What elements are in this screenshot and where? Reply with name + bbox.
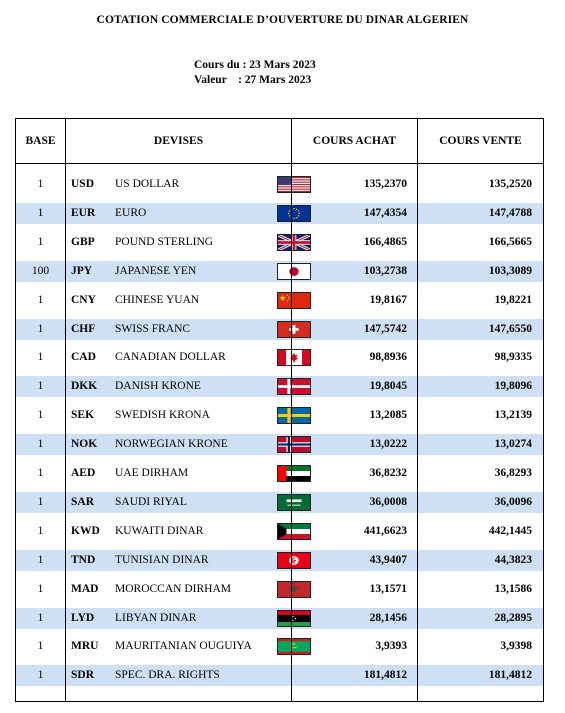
cours-vente-cell: 13,0274 (494, 438, 532, 451)
base-cell: 1 (37, 178, 44, 190)
base-cell: 1 (37, 206, 44, 219)
base-cell: 1 (37, 467, 44, 479)
table-row (16, 319, 543, 340)
currency-name: DANISH KRONE (115, 380, 201, 393)
cours-vente-cell: 19,8096 (494, 380, 532, 393)
cours-vente-cell: 147,6550 (488, 322, 532, 335)
table-row (16, 636, 543, 657)
base-cell: 1 (37, 235, 44, 248)
base-cell: 1 (37, 322, 44, 335)
currency-name: EURO (115, 206, 147, 219)
currency-name: SAUDI RIYAL (115, 495, 187, 508)
currency-name: UAE DIRHAM (115, 467, 189, 479)
cours-achat-cell: 135,2370 (363, 178, 407, 190)
sweden-flag-icon (277, 407, 311, 424)
header-divider (16, 163, 543, 164)
currency-code: LYD (71, 611, 95, 624)
cours-vente-cell: 166,5665 (488, 235, 532, 248)
cours-achat-cell: 36,0008 (369, 495, 407, 508)
swiss-flag-icon (277, 321, 311, 338)
table-row (16, 665, 543, 686)
table-row (16, 261, 543, 282)
cours-vente-cell: 103,3089 (488, 264, 532, 277)
cours-achat-cell: 147,5742 (363, 322, 407, 335)
currency-code: TND (71, 553, 96, 566)
cours-achat-cell: 147,4354 (363, 206, 407, 219)
cours-achat-cell: 441,6623 (363, 524, 407, 537)
base-cell: 1 (37, 495, 44, 508)
currency-name: JAPANESE YEN (115, 264, 197, 277)
header-base: BASE (25, 135, 56, 147)
currency-code: USD (71, 178, 95, 190)
cours-vente-cell: 3,9398 (500, 640, 532, 653)
cours-vente-cell: 13,2139 (494, 409, 532, 422)
cours-vente-cell: 13,1586 (494, 582, 532, 595)
table-row (16, 290, 543, 311)
cours-vente-cell: 19,8221 (494, 293, 532, 306)
cours-vente-cell: 28,2895 (494, 611, 532, 624)
eu-flag-icon (277, 205, 311, 222)
cours-achat-cell: 28,1456 (369, 611, 407, 624)
currency-code: SEK (71, 409, 95, 422)
currency-code: EUR (71, 206, 96, 219)
morocco-flag-icon (277, 581, 311, 598)
china-flag-icon (277, 292, 311, 309)
document-title: COTATION COMMERCIALE D’OUVERTURE DU DINAR ALGERIEN (96, 14, 469, 26)
saudi-flag-icon (277, 494, 311, 511)
cours-achat-cell: 3,9393 (375, 640, 407, 653)
cours-date: Cours du : 23 Mars 2023 (194, 59, 316, 71)
currency-code: DKK (71, 380, 98, 393)
column-divider (65, 119, 66, 701)
currency-name: CHINESE YUAN (115, 293, 200, 306)
currency-name: SPEC. DRA. RIGHTS (115, 669, 220, 682)
table-row (16, 434, 543, 455)
table-row (16, 376, 543, 397)
header-devises: DEVISES (153, 135, 204, 147)
base-cell: 1 (37, 351, 44, 364)
cours-vente-cell: 135,2520 (488, 178, 532, 190)
base-cell: 1 (37, 669, 44, 682)
cours-achat-cell: 103,2738 (363, 264, 407, 277)
table-row (16, 347, 543, 368)
cours-vente-cell: 44,3823 (494, 553, 532, 566)
table-row (16, 550, 543, 571)
currency-name: MOROCCAN DIRHAM (115, 582, 231, 595)
uae-flag-icon (277, 465, 311, 482)
table-row (16, 174, 543, 195)
currency-code: AED (71, 467, 96, 479)
currency-code: CNY (71, 293, 96, 306)
currency-code: SAR (71, 495, 95, 508)
cours-achat-cell: 98,8936 (369, 351, 407, 364)
cours-achat-cell: 13,1571 (369, 582, 407, 595)
base-cell: 1 (37, 611, 44, 624)
currency-name: SWEDISH KRONA (115, 409, 210, 422)
header-cours-achat: COURS ACHAT (312, 135, 397, 147)
cours-achat-cell: 181,4812 (363, 669, 407, 682)
cours-vente-cell: 181,4812 (488, 669, 532, 682)
table-row (16, 579, 543, 600)
table-row (16, 521, 543, 542)
currency-name: POUND STERLING (115, 235, 214, 248)
tunisia-flag-icon (277, 552, 311, 569)
base-cell: 1 (37, 553, 44, 566)
currency-code: CHF (71, 322, 96, 335)
us-flag-icon (277, 176, 311, 193)
currency-name: US DOLLAR (115, 178, 180, 190)
currency-code: KWD (71, 524, 100, 537)
cours-achat-cell: 13,0222 (369, 438, 407, 451)
cours-vente-cell: 36,0096 (494, 495, 532, 508)
currency-name: CANADIAN DOLLAR (115, 351, 226, 364)
base-cell: 1 (37, 582, 44, 595)
cours-achat-cell: 166,4865 (363, 235, 407, 248)
currency-code: NOK (71, 438, 98, 451)
denmark-flag-icon (277, 378, 311, 395)
cours-vente-cell: 98,9335 (494, 351, 532, 364)
cours-achat-cell: 36,8232 (369, 467, 407, 479)
currency-name: NORWEGIAN KRONE (115, 438, 228, 451)
dates-block (194, 58, 316, 88)
currency-code: SDR (71, 669, 95, 682)
cours-achat-cell: 13,2085 (369, 409, 407, 422)
table-row (16, 232, 543, 253)
norway-flag-icon (277, 436, 311, 453)
cours-achat-cell: 19,8167 (369, 293, 407, 306)
cours-achat-cell: 19,8045 (369, 380, 407, 393)
base-cell: 100 (31, 264, 50, 277)
currency-name: SWISS FRANC (115, 322, 191, 335)
cours-vente-cell: 442,1445 (488, 524, 532, 537)
cours-achat-cell: 43,9407 (369, 553, 407, 566)
currency-code: MAD (71, 582, 99, 595)
currency-code: JPY (71, 264, 93, 277)
libya-flag-icon (277, 610, 311, 627)
table-row (16, 608, 543, 629)
uk-flag-icon (277, 234, 311, 251)
mauritania-flag-icon (277, 638, 311, 655)
currency-code: GBP (71, 235, 95, 248)
table-row (16, 405, 543, 426)
currency-name: KUWAITI DINAR (115, 524, 204, 537)
currency-code: CAD (71, 351, 96, 364)
base-cell: 1 (37, 409, 44, 422)
table-row (16, 203, 543, 224)
column-divider (417, 119, 418, 701)
valeur-date: Valeur : 27 Mars 2023 (194, 74, 312, 86)
currency-code: MRU (71, 640, 99, 653)
kuwait-flag-icon (277, 523, 311, 540)
base-cell: 1 (37, 438, 44, 451)
table-row (16, 463, 543, 484)
currency-name: MAURITANIAN OUGUIYA (115, 640, 252, 653)
cours-vente-cell: 36,8293 (494, 467, 532, 479)
cours-vente-cell: 147,4788 (488, 206, 532, 219)
base-cell: 1 (37, 380, 44, 393)
table-row (16, 492, 543, 513)
currency-name: TUNISIAN DINAR (115, 553, 209, 566)
rates-table (15, 118, 544, 702)
base-cell: 1 (37, 524, 44, 537)
currency-name: LIBYAN DINAR (115, 611, 197, 624)
japan-flag-icon (277, 263, 311, 280)
base-cell: 1 (37, 293, 44, 306)
column-divider (291, 119, 292, 701)
header-cours-vente: COURS VENTE (439, 135, 522, 147)
base-cell: 1 (37, 640, 44, 653)
canada-flag-icon (277, 349, 311, 366)
